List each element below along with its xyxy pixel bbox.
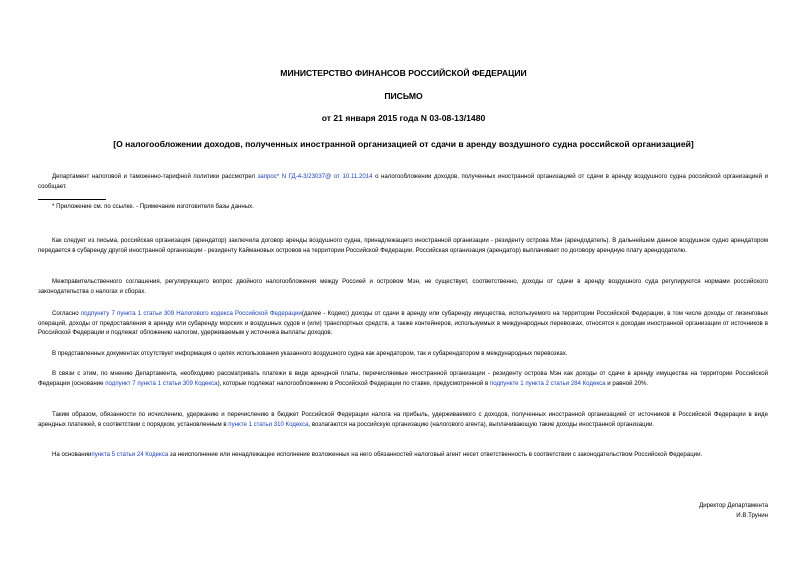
text: Таким образом, обязанности по исчислению, удержанию и перечислению в бюджет Российской Федерации налога на прибыль, удерживаемого с доходов, полученных иностранной организацией от источников в Российской Федерации в виде арендных платежей, в соответствии с порядком, установленным в — [38, 411, 768, 428]
article-310-link[interactable]: пункте 1 статьи 310 Кодекса — [228, 420, 309, 428]
paragraph-lease: Как следует из письма, российская организация (арендатор) заключила договор аренды воздушного судна, принадлежащего иностранной организации - резиденту острова Мэн (арендодатель). В дальнейшем данное воздушное судно арендатором передается в субаренду другой иностранной организации - резиденту Каймановых островов на территории Российской Федерации. Российская организация (арендатор) выплачивает по договору арендную плату арендодателю. — [38, 237, 768, 254]
article-24-link[interactable]: пункта 5 статьи 24 Кодекса — [91, 451, 169, 458]
ministry-title: МИНИСТЕРСТВО ФИНАНСОВ РОССИЙСКОЙ ФЕДЕРАЦИИ — [280, 68, 527, 78]
paragraph-conclusion — [38, 410, 768, 429]
footnote: * Приложение см. по ссылке. - Примечание изготовителя базы данных. — [52, 203, 254, 210]
signature-title: Директор Департамента — [699, 502, 768, 509]
paragraph-article-309 — [38, 309, 768, 338]
footnote-divider — [38, 199, 106, 200]
document-date-number: от 21 января 2015 года N 03-08-13/1480 — [321, 113, 486, 123]
paragraph-liability — [38, 450, 768, 460]
article-284-link[interactable]: подпункте 1 пункта 2 статьи 284 Кодекса — [489, 379, 606, 387]
text: о налогообложении доходов, полученных иностранной организацией от сдачи в аренду воздушного судна российской организацией и сообщает. — [38, 173, 769, 190]
text: Департамент налоговой и таможенно-тарифной политики рассмотрел — [52, 173, 258, 180]
text: В связи с этим, по мнению Департамента, необходимо рассматривать платежи в виде арендной платы, перечисляемые иностранной организации - резиденту острова Мэн как доходы от сдачи в аренду имущества на территории Российской Федерации (основание — [38, 370, 768, 387]
document-subject: [О налогообложении доходов, полученных иностранной организацией от сдачи в аренду воздушного судна российской организацией] — [113, 139, 694, 149]
paragraph-opinion — [38, 369, 768, 388]
text: , возлагаются на российскую организацию (налогового агента), выплачивающую такие доходы иностранной организации. — [308, 420, 655, 428]
paragraph-agreement: Межправительственного соглашения, регулирующего вопрос двойного налогообложения между Россией и островом Мэн, не существует, соответственно, доходы от сдачи в аренду воздушного суда регулируются нормами российского законодательства о налогах и сборах. — [38, 278, 768, 295]
request-link[interactable]: запрос* N ГД-4-3/23037@ от 10.11.2014 — [257, 173, 373, 180]
text: за неисполнение или ненадлежащее исполнение возложенных на него обязанностей налоговый агент несет ответственность в соответствии с законодательством Российской Федерации. — [168, 451, 703, 458]
text: На основании — [52, 451, 92, 458]
paragraph-intro — [38, 172, 768, 191]
document-type: ПИСЬМО — [384, 91, 423, 101]
tax-code-link[interactable]: подпункту 7 пункта 1 статьи 309 Налогового кодекса Российской Федерации — [80, 310, 302, 317]
text: ), которые подлежат налогообложению в Российской Федерации по ставке, предусмотренной в — [217, 379, 490, 387]
text: Согласно — [52, 310, 81, 317]
signature-name: И.В.Трунин — [736, 512, 768, 519]
article-309-link[interactable]: подпункт 7 пункта 1 статьи 309 Кодекса — [105, 379, 218, 387]
text: (далее - Кодекс) доходы от сдачи в аренду или субаренду имущества, используемого на территории Российской Федерации, в том числе доходы от лизинговых операций, доходы от предоставления в аренду или субаренду морских и воздушных судов и (или) транспортных средств, а также контейнеров, используемых в международных перевозках, относятся к доходам иностранной организации от источников в Российской Федерации и подлежат обложению налогом, удерживаемым у источника выплаты доходов. — [38, 310, 768, 337]
text: и равной 20%. — [605, 379, 649, 387]
paragraph-documents: В представленных документах отсутствует информация о целях использования указанного воздушного судна как арендатором, так и субарендатором в международных перевозках. — [52, 350, 568, 357]
